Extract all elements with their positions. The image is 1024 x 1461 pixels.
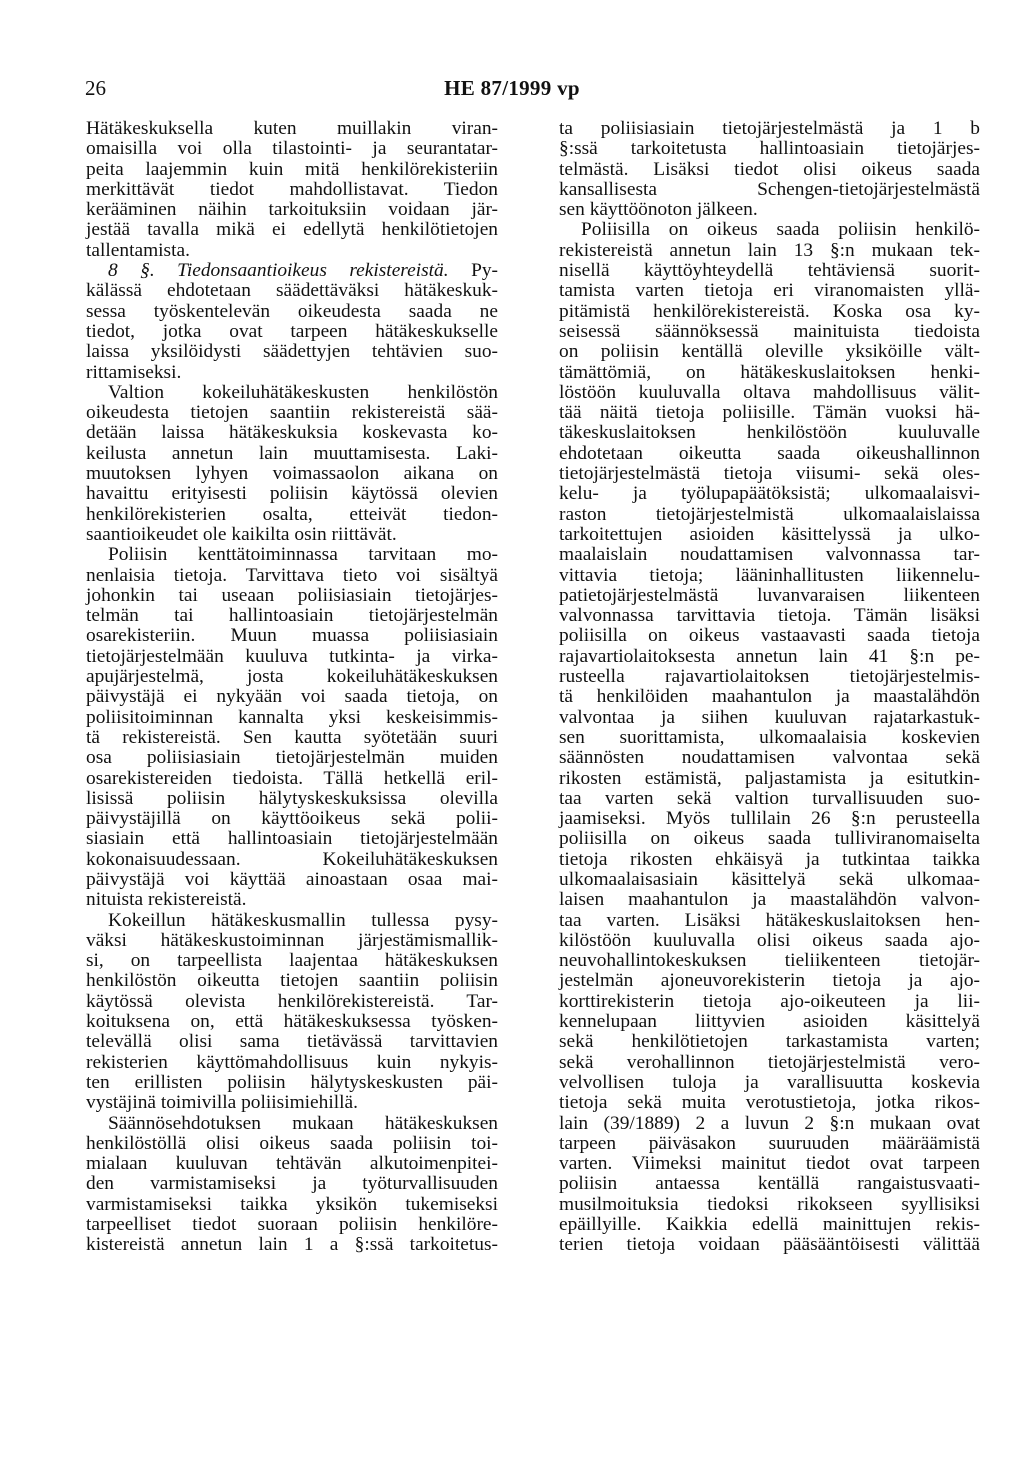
- text-line: henkilöstön oikeutta tietojen saantiin poliisin: [86, 970, 498, 992]
- text-line: kelu- ja työlupapäätöksistä; ulkomaalaisvi-: [559, 483, 980, 505]
- text-line: si, on tarpeellista laajentaa hätäkeskuksen: [86, 950, 498, 972]
- text-line: poliisitoiminnan kannalta yksi keskeisimmis-: [86, 706, 498, 728]
- text-line: jestelmän ajoneuvorekisterin tietoja ja ajo-: [559, 970, 980, 992]
- text-line: osarekistereiden tiedoista. Tällä hetkellä eril-: [86, 767, 498, 789]
- text-line: maalaislain noudattamisen valvonnassa tar-: [559, 544, 980, 566]
- text-line: korttirekisterin tietoja ajo-oikeuteen ja lii-: [559, 990, 980, 1012]
- text-line: vystäjinä toimivilla poliisimiehillä.: [86, 1092, 358, 1114]
- text-line: tietoja rikosten ehkäisyä ja tutkintaa taikka: [559, 848, 980, 870]
- left-text-column: [86, 119, 498, 1256]
- text-line: käytössä olevista henkilörekistereistä. Tar-: [86, 990, 498, 1012]
- text-line: kälässä ehdotetaan säädettäväksi hätäkeskuk-: [86, 280, 498, 302]
- text-line: sekä verohallinnon tietojärjestelmistä vero-: [559, 1051, 980, 1073]
- text-line: pitämistä henkilörekistereistä. Koska osa ky-: [559, 300, 980, 322]
- text-line: johonkin tai useaan poliisiasiain tietojärjes-: [86, 584, 498, 606]
- text-line: seisessä säännöksessä mainituista tiedoista: [559, 320, 980, 342]
- text-line: on poliisin kentällä oleville yksiköille vält-: [559, 341, 980, 363]
- text-line: koituksena on, että hätäkeskuksessa työsken-: [86, 1011, 498, 1033]
- text-line: epäillyille. Kaikkia edellä mainittujen rekis-: [559, 1214, 980, 1236]
- text-line: ulkomaalaisasiain käsittelyä sekä ulkomaa-: [559, 868, 980, 890]
- text-line: merkittävät tiedot mahdollistavat. Tiedon: [86, 178, 498, 200]
- text-line: [86, 261, 498, 281]
- text-line: jaamiseksi. Myös tullilain 26 §:n perusteella: [559, 808, 980, 830]
- text-line: velvollisen tuloja ja varallisuutta koskevia: [559, 1071, 980, 1093]
- text-line: henkilörekisterien osalta, etteivät tiedon-: [86, 503, 498, 525]
- text-line: tietojärjestelmään kuuluva tutkinta- ja virka-: [86, 645, 498, 667]
- text-line: ehdotetaan oikeutta saada oikeushallinnon: [559, 442, 980, 464]
- text-line: löstöön kuuluvalla oltava mahdollisuus välit-: [559, 381, 980, 403]
- text-line: mialaan kuuluvan tehtävän alkutoimenpitei-: [86, 1153, 498, 1175]
- text-line: tää näitä tietoja poliisille. Tämän vuoksi hä-: [559, 402, 980, 424]
- text-line: päivystäjä ei nykyään voi saada tietoja, on: [86, 686, 498, 708]
- text-line: Poliisilla on oikeus saada poliisin henkilö-: [581, 219, 980, 241]
- text-line: Säännösehdotuksen mukaan hätäkeskuksen: [108, 1112, 498, 1134]
- text-line: kansallisesta Schengen-tietojärjestelmästä: [559, 178, 980, 200]
- text-line: §:ssä tarkoitetusta hallintoasiain tietojärjes-: [559, 138, 980, 160]
- text-line: osa poliisiasiain tietojärjestelmän muiden: [86, 747, 498, 769]
- text-line: kilöstöön kuuluvalla olisi oikeus saada ajo-: [559, 929, 980, 951]
- text-line: televällä olisi sama tietävässä tarvittavien: [86, 1031, 498, 1053]
- text-line: tietoja sekä muita verotustietoja, jotka rikos-: [559, 1092, 980, 1114]
- text-line: tämättömiä, on hätäkeskuslaitoksen henki-: [559, 361, 980, 383]
- text-line: nisellä käyttöyhteydellä tehtäviensä suorit-: [559, 260, 980, 282]
- text-line: siasiain että hallintoasiain tietojärjestelmään: [86, 828, 498, 850]
- text-line: sekä henkilötietojen tarkastamista varten;: [559, 1031, 980, 1053]
- text-line: rekistereistä annetun lain 13 §:n mukaan tek-: [559, 239, 980, 261]
- text-line: tiedot, jotka ovat tarpeen hätäkeskukselle: [86, 320, 498, 342]
- text-line: keilusta annetun lain muuttamisesta. Laki-: [86, 442, 498, 464]
- text-line: kistereistä annetun lain 1 a §:ssä tarkoitetus-: [86, 1234, 498, 1256]
- text-line: musilmoituksia tiedoksi rikokseen syyllisiksi: [559, 1193, 980, 1215]
- text-line: kennelupaan liittyvien asioiden käsittelyä: [559, 1011, 980, 1033]
- text-line: kerääminen näihin tarkoituksiin voidaan jär-: [86, 199, 498, 221]
- text-line: jestää tavalla mikä ei edellytä henkilötietojen: [86, 219, 498, 241]
- text-line: nenlaisia tietoja. Tarvittava tieto voi sisältyä: [86, 564, 498, 586]
- text-line: osarekisteriin. Muun muassa poliisiasiain: [86, 625, 498, 647]
- text-line: nituista rekistereistä.: [86, 889, 247, 911]
- text-line: vittavia tietoja; lääninhallitusten liikennelu-: [559, 564, 980, 586]
- text-line: ta poliisiasiain tietojärjestelmästä ja 1 b: [559, 118, 980, 139]
- text-line: havaittu erityisesti poliisin käytössä olevien: [86, 483, 498, 505]
- text-line: saantioikeudet ole kaikilta osin riittävät.: [86, 523, 397, 545]
- text-line: rekisterien käyttömahdollisuus kuin nykyis-: [86, 1051, 498, 1073]
- text-line: patietojärjestelmästä luvanvaraisen liikenteen: [559, 584, 980, 606]
- text-line: tarpeen päiväsakon suuruuden määräämistä: [559, 1132, 980, 1154]
- text-line: säännösten noudattamisen valvontaa sekä: [559, 747, 980, 769]
- text-line: Valtion kokeiluhätäkeskusten henkilöstön: [108, 381, 498, 403]
- text-line: rajavartiolaitoksesta annetun lain 41 §:n pe-: [559, 645, 980, 667]
- text-line: poliisin antaessa kentällä rangaistusvaati-: [559, 1173, 980, 1195]
- section-heading: 8 §. Tiedonsaantioikeus rekistereistä.: [108, 260, 449, 282]
- text-line: tä rekistereistä. Sen kautta syötetään suuri: [86, 726, 498, 748]
- text-line: lain (39/1889) 2 a luvun 2 §:n mukaan ovat: [559, 1112, 980, 1134]
- text-line: omaisilla voi olla tilastointi- ja seurantatar-: [86, 138, 498, 160]
- text-line: ten erillisten poliisin hälytyskeskusten päi-: [86, 1071, 498, 1093]
- text-line: detään laissa hätäkeskuksia koskevasta ko-: [86, 422, 498, 444]
- text-line: raston tietojärjestelmistä ulkomaalaislaissa: [559, 503, 980, 525]
- text-line: taa varten sekä valtion turvallisuuden suo-: [559, 787, 980, 809]
- page-number: 26: [85, 76, 106, 100]
- text-line: terien tietoja voidaan pääsääntöisesti välittää: [559, 1234, 980, 1256]
- text-line: tarpeelliset tiedot suoraan poliisin henkilöre-: [86, 1214, 498, 1236]
- text-line: laisen maahantulon ja maastalähdön valvon-: [559, 889, 980, 911]
- text-line: peita laajemmin kuin mitä henkilörekisteriin: [86, 158, 498, 180]
- right-text-column: [559, 119, 980, 1256]
- text-line: rikosten estämistä, paljastamista ja esitutkin-: [559, 767, 980, 789]
- text-line: valvontaa ja siihen kuuluvan rajatarkastuk-: [559, 706, 980, 728]
- text-line: oikeudesta tietojen saantiin rekistereistä sää-: [86, 402, 498, 424]
- text-line: kokonaisuudessaan. Kokeiluhätäkeskuksen: [86, 848, 498, 870]
- text-line: muutoksen lyhyen voimassaolon aikana on: [86, 463, 498, 485]
- text-line: varmistamiseksi taikka yksikön tukemiseksi: [86, 1193, 498, 1215]
- text-line: päivystäjillä on käyttöoikeus sekä polii-: [86, 808, 498, 830]
- text-line: poliisilla on oikeus saada tulliviranomaiselta: [559, 828, 980, 850]
- text-line: lisissä poliisin hälytyskeskuksissa olevilla: [86, 787, 498, 809]
- section-heading-rest: Py-: [448, 260, 498, 282]
- text-line: päivystäjä voi käyttää ainoastaan osaa mai-: [86, 868, 498, 890]
- text-line: telmän tai hallintoasiain tietojärjestelmän: [86, 605, 498, 627]
- text-line: varten. Viimeksi mainitut tiedot ovat tarpeen: [559, 1153, 980, 1175]
- text-line: tamista varten tietoja eri viranomaisten yllä-: [559, 280, 980, 302]
- text-line: täkeskuslaitoksen henkilöstöön kuuluvalle: [559, 422, 980, 444]
- text-line: rittamiseksi.: [86, 361, 182, 383]
- text-line: Kokeillun hätäkeskusmallin tullessa pysy-: [108, 909, 498, 931]
- text-line: poliisilla on oikeus vastaavasti saada tietoja: [559, 625, 980, 647]
- text-line: telmästä. Lisäksi tiedot olisi oikeus saada: [559, 158, 980, 180]
- text-line: väksi hätäkeskustoiminnan järjestämismallik-: [86, 929, 498, 951]
- text-line: rusteella rajavartiolaitoksen tietojärjestelmis-: [559, 666, 980, 688]
- text-line: sen suorittamista, ulkomaalaisia koskevien: [559, 726, 980, 748]
- text-line: henkilöstöllä olisi oikeus saada poliisin toi-: [86, 1132, 498, 1154]
- text-line: neuvohallintokeskuksen tieliikenteen tietojär-: [559, 950, 980, 972]
- text-line: laissa yksilöidysti säädettyjen tehtävien suo-: [86, 341, 498, 363]
- text-line: sessa työskentelevän oikeudesta saada ne: [86, 300, 498, 322]
- text-line: tä henkilöiden maahantulon ja maastalähdön: [559, 686, 980, 708]
- text-line: valvonnassa tarvittavia tietoja. Tämän lisäksi: [559, 605, 980, 627]
- text-line: apujärjestelmä, josta kokeiluhätäkeskuksen: [86, 666, 498, 688]
- text-line: Hätäkeskuksella kuten muillakin viran-: [86, 118, 498, 139]
- text-line: taa varten. Lisäksi hätäkeskuslaitoksen hen-: [559, 909, 980, 931]
- text-line: Poliisin kenttätoiminnassa tarvitaan mo-: [108, 544, 498, 566]
- document-id: HE 87/1999 vp: [444, 76, 580, 100]
- text-line: tietojärjestelmästä tietoja viisumi- sekä oles-: [559, 463, 980, 485]
- text-line: den varmistamiseksi ja työturvallisuuden: [86, 1173, 498, 1195]
- text-line: tarkoitettujen asioiden käsittelyssä ja ulko-: [559, 523, 980, 545]
- text-line: tallentamista.: [86, 239, 190, 261]
- text-line: sen käyttöönoton jälkeen.: [559, 199, 758, 221]
